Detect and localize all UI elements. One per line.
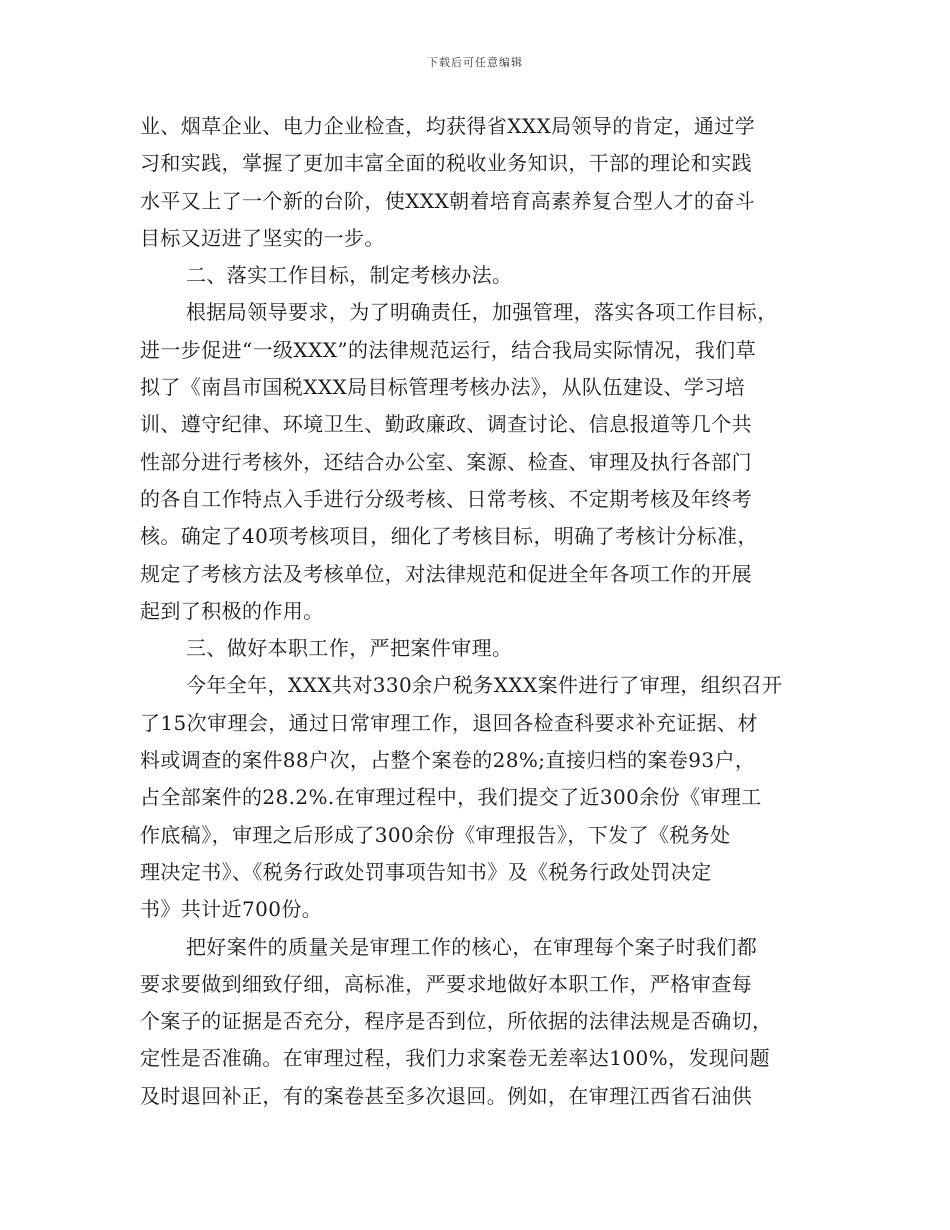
text-line: 二、落实工作目标，制定考核办法。 [186, 263, 513, 288]
text-line: 定性是否准确。在审理过程，我们力求案卷无差率达100%，发现问题 [140, 1046, 770, 1071]
text-line: 训、遵守纪律、环境卫生、勤政廉政、调查讨论、信息报道等几个共 [140, 412, 752, 437]
text-line: 三、做好本职工作，严把案件审理。 [186, 636, 513, 661]
text-line: 习和实践，掌握了更加丰富全面的税收业务知识，干部的理论和实践 [140, 151, 752, 176]
text-line: 了15次审理会，通过日常审理工作，退回各检查科要求补充证据、材 [140, 710, 758, 735]
text-line: 规定了考核方法及考核单位，对法律规范和促进全年各项工作的开展 [140, 561, 752, 586]
text-line: 理决定书》、《税务行政处罚事项告知书》及《税务行政处罚决定 [140, 859, 712, 884]
text-line: 水平又上了一个新的台阶，使XXX朝着培育高素养复合型人才的奋斗 [140, 188, 756, 213]
text-line: 料或调查的案件88户次，占整个案卷的28%;直接归档的案卷93户， [140, 748, 756, 773]
text-line: 书》共计近700份。 [140, 897, 323, 922]
text-line: 及时退回补正，有的案卷甚至多次退回。例如，在审理江西省石油供 [140, 1083, 752, 1108]
text-line: 性部分进行考核外，还结合办公室、案源、检查、审理及执行各部门 [140, 449, 752, 474]
text-line: 拟了《南昌市国税XXX局目标管理考核办法》，从队伍建设、学习培 [140, 375, 746, 400]
page-header: 下载后可任意编辑 [427, 56, 523, 69]
text-line: 根据局领导要求，为了明确责任，加强管理，落实各项工作目标， [186, 300, 778, 325]
text-line: 进一步促进“一级XXX”的法律规范运行，结合我局实际情况，我们草 [140, 337, 756, 362]
text-line: 要求要做到细致仔细，高标准，严要求地做好本职工作，严格审查每 [140, 971, 752, 996]
text-line: 今年全年，XXX共对330余户税务XXX案件进行了审理，组织召开 [186, 673, 783, 698]
text-line: 目标又迈进了坚实的一步。 [140, 225, 385, 250]
text-line: 核。确定了40项考核项目，细化了考核目标，明确了考核计分标准， [140, 524, 758, 549]
text-line: 占全部案件的28.2%.在审理过程中，我们提交了近300余份《审理工 [140, 785, 762, 810]
text-line: 作底稿》，审理之后形成了300余份《审理报告》，下发了《税务处 [140, 822, 731, 847]
text-line: 个案子的证据是否充分，程序是否到位，所依据的法律法规是否确切， [140, 1009, 773, 1034]
text-line: 把好案件的质量关是审理工作的核心，在审理每个案子时我们都 [186, 934, 758, 959]
text-line: 起到了积极的作用。 [140, 598, 324, 623]
document-body [140, 108, 808, 1115]
text-line: 业、烟草企业、电力企业检查，均获得省XXX局领导的肯定，通过学 [140, 114, 756, 138]
text-line: 的各自工作特点入手进行分级考核、日常考核、不定期考核及年终考 [140, 486, 752, 511]
